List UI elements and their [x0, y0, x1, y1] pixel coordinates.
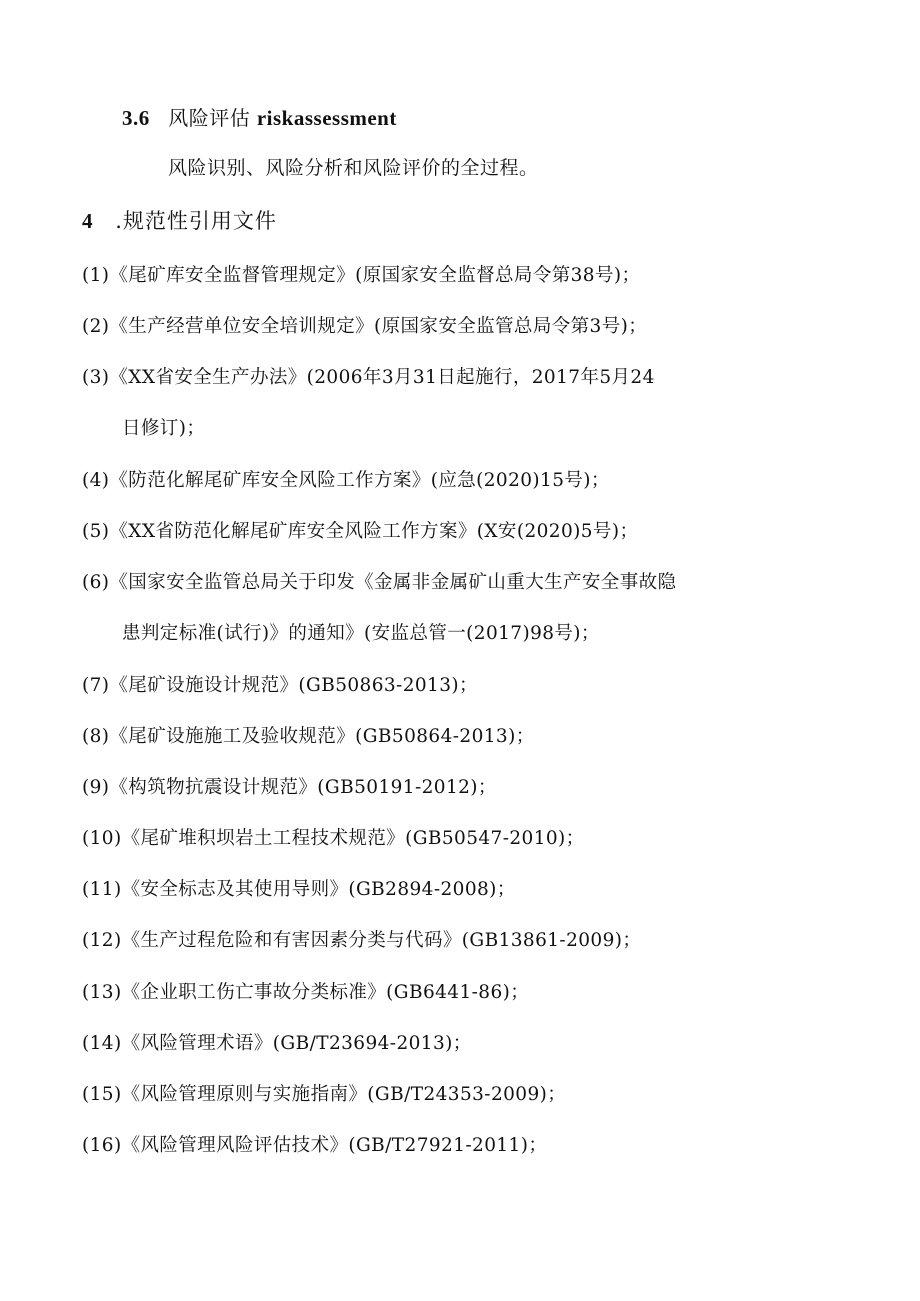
- reference-item: (12)《生产过程危险和有害因素分类与代码》(GB13861-2009)；: [82, 930, 642, 951]
- section-title-cn: 风险评估: [168, 106, 251, 130]
- reference-item: (6)《国家安全监管总局关于印发《金属非金属矿山重大生产安全事故隐: [82, 572, 677, 593]
- reference-item-continuation: 日修订)；: [122, 418, 206, 439]
- reference-item: (10)《尾矿堆积坝岩土工程技术规范》(GB50547-2010)；: [82, 828, 585, 849]
- reference-item: (16)《风险管理风险评估技术》(GB/T27921-2011)；: [82, 1135, 548, 1156]
- reference-item: (9)《构筑物抗震设计规范》(GB50191-2012)；: [82, 777, 497, 798]
- reference-item-continuation: 患判定标准(试行)》的通知》(安监总管一(2017)98号)；: [122, 623, 600, 644]
- section-3-6-definition: 风险识别、风险分析和风险评价的全过程。: [168, 157, 539, 179]
- section-4-number: 4: [82, 209, 94, 233]
- reference-item: (5)《XX省防范化解尾矿库安全风险工作方案》(X安(2020)5号)；: [82, 521, 639, 542]
- reference-item: (15)《风险管理原则与实施指南》(GB/T24353-2009)；: [82, 1084, 567, 1105]
- reference-item: (1)《尾矿库安全监督管理规定》(原国家安全监督总局令第38号)；: [82, 265, 641, 286]
- reference-item: (7)《尾矿设施设计规范》(GB50863-2013)；: [82, 675, 478, 696]
- reference-item: (13)《企业职工伤亡事故分类标准》(GB6441-86)；: [82, 982, 530, 1003]
- reference-item: (2)《生产经营单位安全培训规定》(原国家安全监管总局令第3号)；: [82, 316, 648, 337]
- reference-item: (11)《安全标志及其使用导则》(GB2894-2008)；: [82, 879, 516, 900]
- reference-item: (3)《XX省安全生产办法》(2006年3月31日起施行，2017年5月24: [82, 367, 655, 388]
- section-number: 3.6: [122, 106, 150, 130]
- section-4-title: .规范性引用文件: [115, 209, 277, 233]
- reference-item: (14)《风险管理术语》(GB/T23694-2013)；: [82, 1033, 472, 1054]
- reference-item: (8)《尾矿设施施工及验收规范》(GB50864-2013)；: [82, 726, 535, 747]
- reference-item: (4)《防范化解尾矿库安全风险工作方案》(应急(2020)15号)；: [82, 470, 610, 491]
- section-4-heading: [82, 209, 277, 233]
- section-3-6-heading: [122, 106, 397, 131]
- section-title-en: riskassessment: [256, 106, 397, 130]
